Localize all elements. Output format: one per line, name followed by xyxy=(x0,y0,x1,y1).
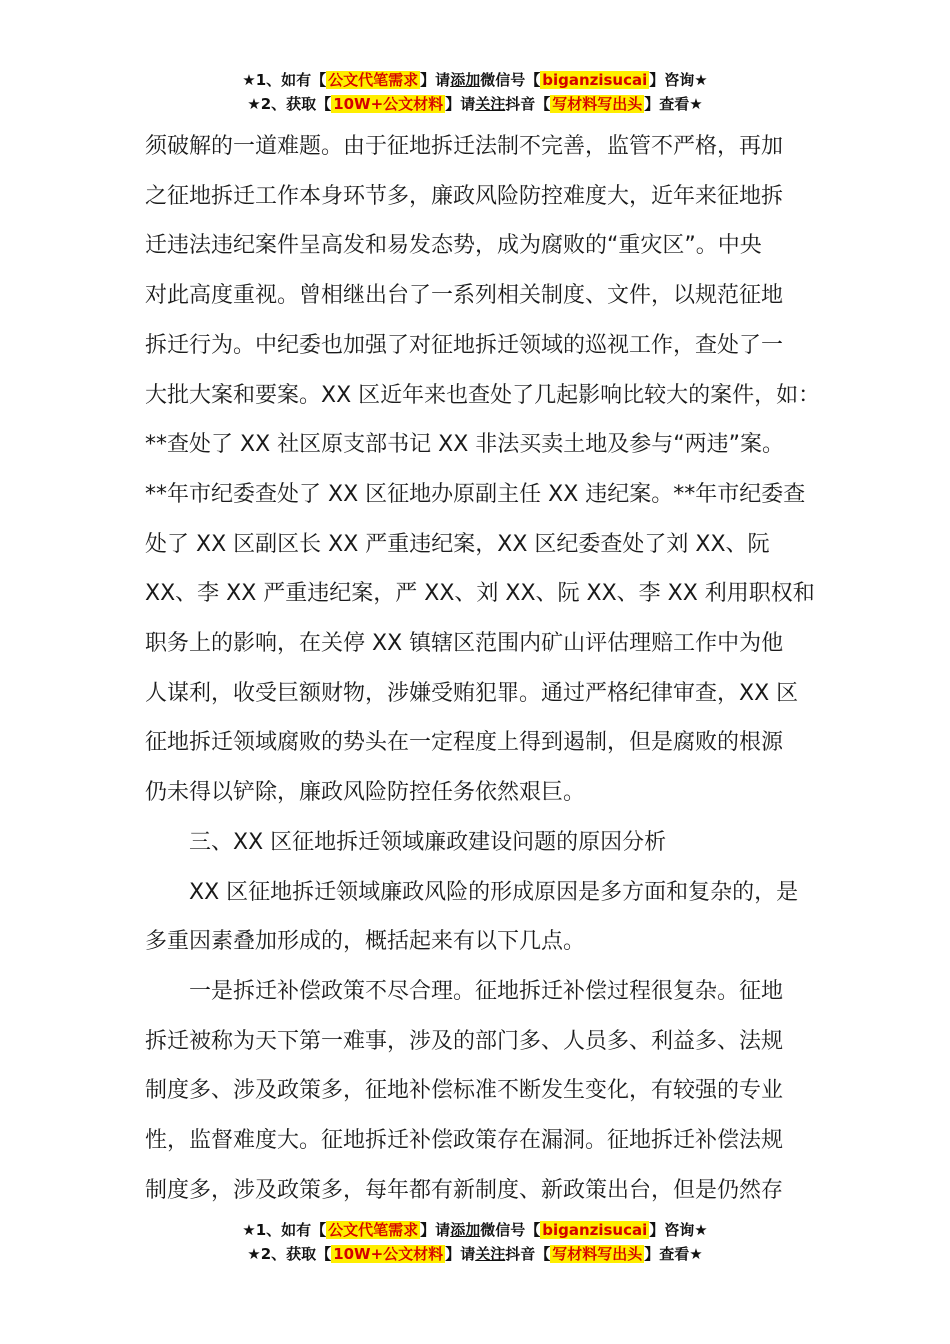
banner-emphasis: 关注 xyxy=(475,1245,506,1263)
highlight-service: 公文代笔需求 xyxy=(328,1221,419,1239)
banner-text: ★2、获取【 xyxy=(247,1245,332,1263)
banner-text: 】咨询★ xyxy=(649,71,708,89)
highlight-service: 公文代笔需求 xyxy=(328,71,419,89)
body-line: **查处了 XX 社区原支部书记 XX 非法买卖土地及参与“两违”案。 xyxy=(145,432,785,458)
body-line: 多重因素叠加形成的，概括起来有以下几点。 xyxy=(145,929,586,955)
highlight-materials: 10W+公文材料 xyxy=(333,95,444,113)
banner-text: 】请 xyxy=(445,1245,476,1263)
banner-text: ★1、如有【 xyxy=(242,71,327,89)
body-line: 之征地拆迁工作本身环节多，廉政风险防控难度大，近年来征地拆 xyxy=(145,183,784,209)
body-line: 一是拆迁补偿政策不尽合理。征地拆迁补偿过程很复杂。征地 xyxy=(189,978,784,1004)
body-line: 处了 XX 区副区长 XX 严重违纪案，XX 区纪委查处了刘 XX、阮 xyxy=(145,531,770,557)
body-line: 迁违法违纪案件呈高发和易发态势，成为腐败的“重灾区”。中央 xyxy=(145,233,762,259)
highlight-wechat-id: biganzisucai xyxy=(542,1221,648,1239)
section-heading: 三、XX 区征地拆迁领域廉政建设问题的原因分析 xyxy=(189,829,667,855)
body-line: 征地拆迁领域腐败的势头在一定程度上得到遏制，但是腐败的根源 xyxy=(145,730,784,756)
banner-text: 】查看★ xyxy=(644,1245,703,1263)
banner-line-2 xyxy=(0,1242,950,1266)
banner-text: ★2、获取【 xyxy=(247,95,332,113)
body-line: 须破解的一道难题。由于征地拆迁法制不完善，监管不严格，再加 xyxy=(145,134,784,159)
banner-emphasis: 关注 xyxy=(475,95,506,113)
highlight-materials: 10W+公文材料 xyxy=(333,1245,444,1263)
banner-emphasis: 添加 xyxy=(450,1221,481,1239)
body-line: 仍未得以铲除，廉政风险防控任务依然艰巨。 xyxy=(145,780,586,806)
body-line: 拆迁被称为天下第一难事，涉及的部门多、人员多、利益多、法规 xyxy=(145,1028,784,1054)
banner-emphasis: 添加 xyxy=(450,71,481,89)
body-line: 性，监督难度大。征地拆迁补偿政策存在漏洞。征地拆迁补偿法规 xyxy=(145,1128,784,1154)
top-banner xyxy=(0,68,950,116)
banner-text: 抖音【 xyxy=(505,95,551,113)
banner-text: 抖音【 xyxy=(505,1245,551,1263)
body-line: 人谋利，收受巨额财物，涉嫌受贿犯罪。通过严格纪律审查，XX 区 xyxy=(145,680,799,706)
document-body xyxy=(145,122,825,1215)
body-line: XX、李 XX 严重违纪案，严 XX、刘 XX、阮 XX、李 XX 利用职权和 xyxy=(145,581,815,607)
banner-line-1 xyxy=(0,68,950,92)
highlight-douyin: 写材料写出头 xyxy=(552,1245,643,1263)
body-line: 制度多、涉及政策多，征地补偿标准不断发生变化，有较强的专业 xyxy=(145,1078,784,1104)
body-line: 拆迁行为。中纪委也加强了对征地拆迁领域的巡视工作，查处了一 xyxy=(145,332,784,358)
body-line: 制度多，涉及政策多，每年都有新制度、新政策出台，但是仍然存 xyxy=(145,1177,784,1203)
body-line: 职务上的影响，在关停 XX 镇辖区范围内矿山评估理赔工作中为他 xyxy=(145,631,784,657)
banner-line-1 xyxy=(0,1218,950,1242)
banner-line-2 xyxy=(0,92,950,116)
highlight-douyin: 写材料写出头 xyxy=(552,95,643,113)
banner-text: 】咨询★ xyxy=(649,1221,708,1239)
banner-text: 】请 xyxy=(420,1221,451,1239)
body-line: 大批大案和要案。XX 区近年来也查处了几起影响比较大的案件，如： xyxy=(145,382,821,408)
banner-text: 微信号【 xyxy=(480,71,541,89)
banner-text: ★1、如有【 xyxy=(242,1221,327,1239)
banner-text: 微信号【 xyxy=(480,1221,541,1239)
bottom-banner xyxy=(0,1218,950,1266)
banner-text: 】查看★ xyxy=(644,95,703,113)
banner-text: 】请 xyxy=(445,95,476,113)
body-line: XX 区征地拆迁领域廉政风险的形成原因是多方面和复杂的，是 xyxy=(189,879,799,905)
body-line: **年市纪委查处了 XX 区征地办原副主任 XX 违纪案。**年市纪委查 xyxy=(145,481,806,507)
banner-text: 】请 xyxy=(420,71,451,89)
body-line: 对此高度重视。曾相继出台了一系列相关制度、文件，以规范征地 xyxy=(145,283,784,309)
highlight-wechat-id: biganzisucai xyxy=(542,71,648,89)
